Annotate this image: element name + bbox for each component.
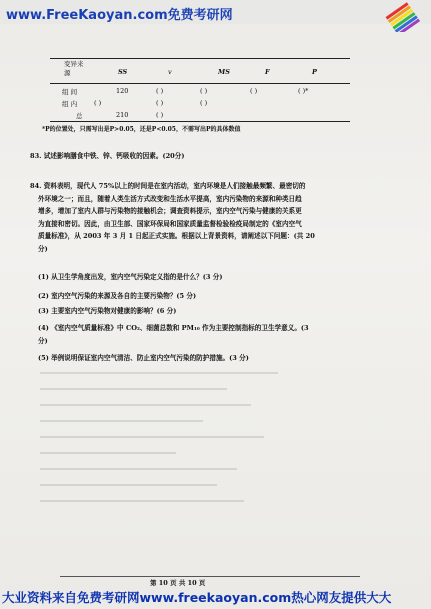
site-watermark-bottom: 大业资料来自免费考研网www.freekaoyan.com热心网友提供大大 [2, 590, 392, 605]
table-cell: ( )* [298, 87, 309, 95]
table-row-label: 组 间 [62, 88, 78, 96]
table-cell: ( ) [200, 99, 208, 107]
q84-text-line: 质量标准》，从 2003 年 3 月 1 日起正式实施。根据以上背景资料，请阐述以下问题：(共 20 [38, 232, 315, 240]
page-number: 第 10 页 共 10 页 [150, 579, 206, 587]
table-cell: ( ) [156, 99, 164, 107]
table-cell: ( ) [250, 87, 258, 95]
sub-question-4-line: (4) 《室内空气质量标准》中 CO₂、细菌总数和 PM₁₀ 作为主要控制指标的卫生学意义。(3 [38, 324, 309, 332]
table-top-rule [50, 58, 350, 59]
table-bottom-rule [50, 121, 350, 122]
table-cell: ( ) [200, 87, 208, 95]
q84-text-line: 增多，增加了室内人群与污染物的接触机会；调查资料提示，室内空气污染与健康的关系更 [38, 207, 302, 215]
table-header-rule [50, 83, 350, 84]
table-header-ss: SS [118, 68, 128, 76]
table-row-label: 组 内 [62, 100, 78, 108]
question-83: 83. 试述影响膳食中铁、锌、钙吸收的因素。(20分) [30, 152, 185, 160]
table-header-p: P [312, 68, 317, 76]
q84-text-line: 外环境之一；而且，随着人类生活方式改变和生活水平提高，室内污染物的来源和种类日趋 [38, 194, 302, 203]
table-cell: 210 [116, 111, 129, 119]
table-header-source: 变异来源 [64, 60, 84, 77]
table-note: *P的位置处，只需写出是P>0.05，还是P<0.05，不需写出P的具体数值 [42, 126, 241, 133]
table-cell: ( ) [156, 111, 164, 119]
table-header-v: v [168, 68, 172, 76]
sub-question-3: (3) 主要室内空气污染物对健康的影响？(6 分) [38, 307, 177, 315]
table-header-f: F [265, 68, 270, 76]
bleed-through-text [40, 372, 380, 542]
site-watermark-top: www.FreeKaoyan.com免费考研网 [6, 8, 233, 23]
sub-question-4-line: 分) [38, 336, 48, 345]
footer-rule [60, 576, 360, 577]
sub-question-1: (1) 从卫生学角度出发，室内空气污染定义指的是什么？(3 分) [38, 273, 223, 281]
rainbow-logo [385, 2, 425, 32]
table-row-label: 总 [76, 112, 83, 120]
question-84 [30, 180, 390, 255]
q84-text-line: 84. 资料表明，现代人 75%以上的时间是在室内活动，室内环境是人们接触最频繁、最密切的 [30, 182, 306, 190]
table-cell: ( ) [94, 99, 102, 107]
sub-question-4 [38, 322, 388, 347]
sub-question-2: (2) 室内空气污染的来源及各自的主要污染物？(5 分) [38, 292, 197, 300]
q84-text-line: 为直接和密切。因此，由卫生部、国家环保局和国家质量监督检验检疫局制定的《室内空气 [38, 219, 302, 228]
q84-text-line: 分) [38, 244, 48, 253]
sub-question-5: (5) 举例说明保证室内空气清洁、防止室内空气污染的防护措施。(3 分) [38, 354, 249, 362]
table-header-ms: MS [218, 68, 230, 76]
table-cell: ( ) [156, 87, 164, 95]
table-cell: 120 [116, 87, 129, 95]
